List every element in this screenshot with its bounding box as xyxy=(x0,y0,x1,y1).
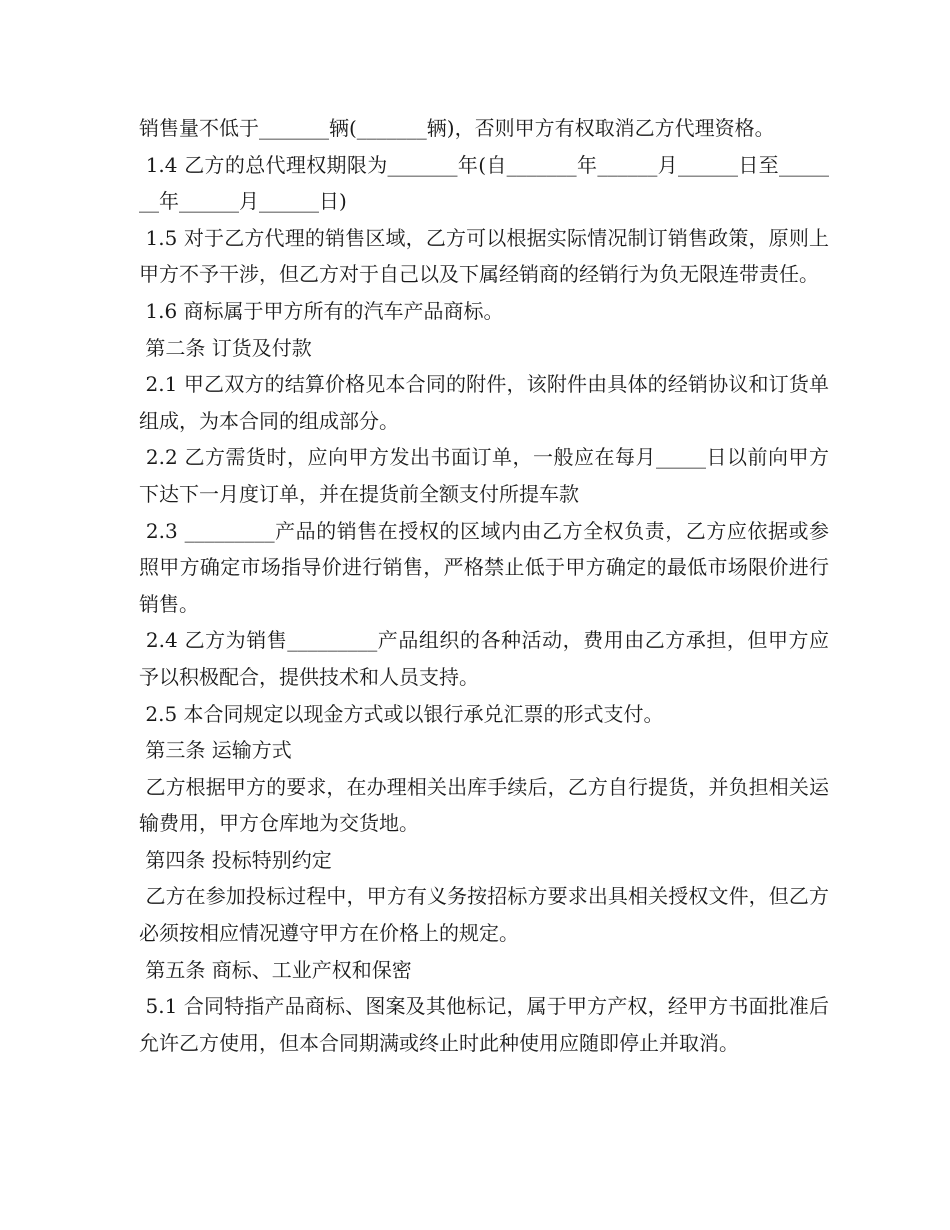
paragraph-1-6-trademark: 1.6 商标属于甲方所有的汽车产品商标。 xyxy=(139,298,504,323)
heading-article-5: 第五条 商标、工业产权和保密 xyxy=(139,957,412,982)
paragraph-2-4-activities: 2.4 乙方为销售_________产品组织的各种活动，费用由乙方承担，但甲方应予以积极配合，提供技术和人员支持。 xyxy=(139,628,830,689)
paragraph-2-3-sales-authority: 2.3 _________产品的销售在授权的区域内由乙方全权负责，乙方应依据或参照甲方确定市场指导价进行销售，严格禁止低于甲方确定的最低市场限价进行销售。 xyxy=(139,518,830,616)
paragraph-transport: 乙方根据甲方的要求，在办理相关出库手续后，乙方自行提货，并负担相关运输费用，甲方仓库地为交货地。 xyxy=(139,774,830,836)
paragraph-2-1-settlement-price: 2.1 甲乙双方的结算价格见本合同的附件，该附件由具体的经销协议和订货单组成，为本合同的组成部分。 xyxy=(139,372,829,433)
paragraph-sales-volume: 销售量不低于_______辆(_______辆)，否则甲方有权取消乙方代理资格。 xyxy=(139,116,775,140)
paragraph-2-5-payment: 2.5 本合同规定以现金方式或以银行承兑汇票的形式支付。 xyxy=(139,701,664,726)
heading-article-3: 第三条 运输方式 xyxy=(139,738,292,763)
paragraph-5-1-trademark-rights: 5.1 合同特指产品商标、图案及其他标记，属于甲方产权，经甲方书面批准后允许乙方使用，但本合同期满或终止时此种使用应随即停止并取消。 xyxy=(139,994,829,1055)
heading-article-4: 第四条 投标特别约定 xyxy=(139,847,332,872)
paragraph-1-4-agency-term: 1.4 乙方的总代理权期限为_______年(自_______年______月______日至_______年______月______日) xyxy=(139,152,830,214)
paragraph-1-5-sales-policy: 1.5 对于乙方代理的销售区域，乙方可以根据实际情况制订销售政策，原则上甲方不予干涉，但乙方对于自己以及下属经销商的经销行为负无限连带责任。 xyxy=(139,225,829,287)
heading-article-2: 第二条 订货及付款 xyxy=(139,335,312,360)
document-page xyxy=(139,110,829,1061)
paragraph-bidding: 乙方在参加投标过程中，甲方有义务按招标方要求出具相关授权文件，但乙方必须按相应情况遵守甲方在价格上的规定。 xyxy=(139,884,830,946)
paragraph-2-2-orders: 2.2 乙方需货时，应向甲方发出书面订单，一般应在每月_____日以前向甲方下达下一月度订单，并在提货前全额支付所提车款 xyxy=(139,445,829,506)
